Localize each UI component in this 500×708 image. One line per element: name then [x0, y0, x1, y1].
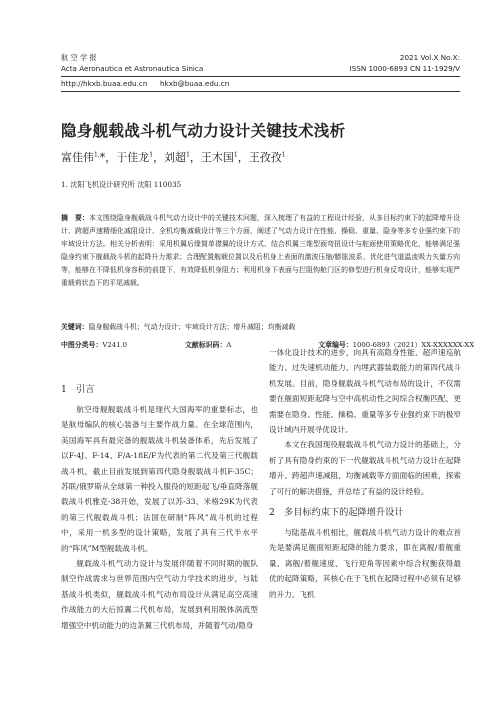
issn-info: ISSN 1000-6893 CN 11-1929/V	[349, 64, 460, 73]
section-1-heading: 1 引言	[61, 383, 95, 395]
abstract-text: 本文围绕隐身舰载战斗机气动力设计中的关键技术问题，深入梳理了有益的工程设计经验，从多目标约束下的起降增升设计、跨超声速精细化减阻设计、全机均衡减载设计等三个方面，阐述了气动力设计在性能、操稳、重量、隐身等多专业强约束下的牢域设计方法。相关分析表明：采用机翼后缘简单襟翼的设计方式、结合机翼三维型面弯扭设计与舵面使用策略优化，能够满足强隐身约束下舰载战斗机的起降升力需求；合理配置舰载位置以及后机身上表面的激波压缩/膨胀波系、优化进气道温流吸力矢量方向等，能够在不降低机身容积的前提下，有效降低机身阻力；利用机身下表面与拦阻钩舱门区的修型进行机身反弯设计，能够实现严重载荷状态下的平尾减载。	[61, 214, 461, 287]
paper-title: 隐身舰载战斗机气动力设计关键技术浅析	[61, 121, 346, 140]
doc-code-label: 文献标识码：	[185, 341, 227, 349]
paragraph: 航空母舰舰载战斗机是现代大国海军的重要标志，也是航母编队的核心装备与主要作战力量。在全球范围内，美国海军具有最完备的舰载战斗机装备体系，先后发展了以F-4J、F-14、F/A-18E/F为代表的第二代及第三代舰载战斗机，截止目前发展到第四代隐身舰载战斗机F-35C；苏联/俄罗斯从全球第一种投入服役的短距起飞/垂直降落舰载战斗机雅克-38开始，发展了以苏-33、米格29K为代表的第三代舰载战斗机；法国在研制“阵风”战斗机的过程中，采用一机多型的设计策略，发展了具有三代半水平的“阵风”M型舰载战斗机。	[61, 405, 258, 553]
affiliation: 1. 沈阳飞机设计研究所 沈阳 110035	[61, 180, 182, 189]
doc-code-value: A	[226, 341, 232, 349]
paragraph: 本文在我国现役舰载战斗机气动力设计的基础上，分析了具有隐身约束的下一代舰载战斗机气动力设计在起降增升、跨超声速减阻、均衡减载等方面面临的困难，探索了可行的解决措施，并总结了有益的设计经验。	[269, 440, 461, 496]
issue-info: 2021 Vol.X No.X:	[399, 53, 460, 62]
cls-value: V241.0	[102, 341, 128, 349]
paragraph: 舰载战斗机气动力设计与发展伴随着不同时期的舰队制空作战需求与世界范围内空气动力学技术的进步，与陆基战斗机类似，舰载战斗机气动布局设计从满足高空高速作战能力的大后掠翼二代机布局，发展到利用脱体涡流型增强空中机动能力的边条翼三代机布局，并随着气动/隐身	[61, 559, 258, 630]
journal-name-cn: 航 空 学 报	[61, 53, 97, 62]
section-2-heading-wrap	[269, 499, 461, 525]
section-2-heading: 2 多目标约束下的起降增升设计	[269, 506, 404, 518]
url-email[interactable]: hkxb@buaa.edu.cn	[159, 79, 230, 88]
cls-label: 中图分类号：	[61, 341, 103, 349]
paragraph: 一体化设计技术的进步，向具有高隐身性能、超声速巡航能力、过失速机动能力、内埋武器装载能力的第四代战斗机发展。目前，隐身舰载战斗机气动布局的设计，不仅需要在舰面短距起降与空中高机动性之间综合权衡匹配，更需要在隐身、性能、操稳、重量等多专业强约束下的极窄设计域内开展寻优设计。	[269, 348, 461, 435]
header-rule-2	[61, 91, 460, 92]
header-rule	[61, 76, 460, 77]
url-website[interactable]: http://hkxb.buaa.edu.cn	[61, 79, 148, 88]
keywords-text: 隐身舰载战斗机；气动力设计；牢域设计方法；增升减阻；均衡减载	[88, 323, 296, 331]
section-1-heading-wrap	[61, 376, 258, 402]
column-left	[61, 376, 258, 633]
abstract-label: 摘 要：	[61, 214, 90, 222]
column-right	[269, 345, 461, 602]
article-no-value: 1000-6893（2021）XX-XXXXXX-XX	[352, 341, 475, 349]
abstract	[61, 212, 460, 290]
keywords	[61, 321, 460, 331]
paragraph: 与陆基战斗机相比，舰载战斗机气动力设计的难点首先是要满足舰面短距起降的能力要求，即在离舰/着舰重量、离舰/着舰速度、飞行迎角等因素中综合权衡获得最优的起降策略，其核心在于飞机在起降过程中必须有足够的升力。飞机	[269, 528, 461, 599]
author-list: 富佳伟$^{1,}$*，于佳龙$^1$，刘超$^1$，王木国$^1$，王孜孜$^1$	[61, 151, 286, 164]
keywords-label: 关键词：	[61, 323, 89, 331]
article-no-label: 文章编号：	[318, 341, 353, 349]
journal-name-en: Acta Aeronautica et Astronautica Sinica	[61, 64, 204, 73]
journal-url	[61, 79, 229, 88]
